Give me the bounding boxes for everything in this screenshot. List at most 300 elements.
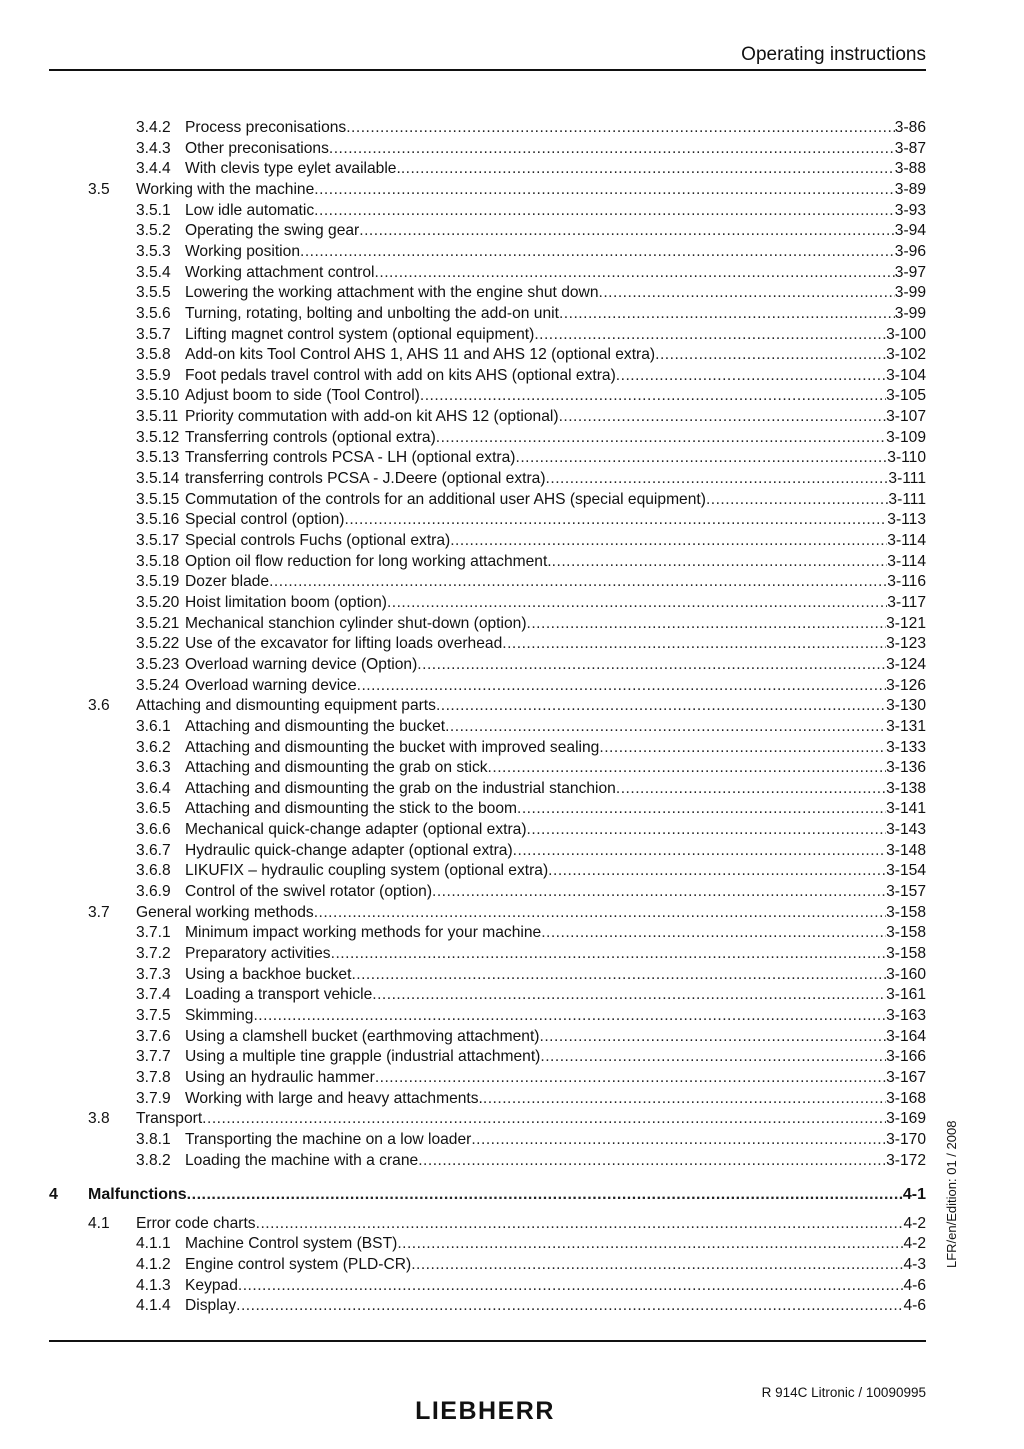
toc-entry-leader [185,283,926,303]
toc-entry-leader [136,180,926,200]
dot-leader [236,1296,903,1316]
toc-entry [0,593,1024,613]
toc-entry-title: Working position [185,242,300,260]
toc-entry-title: Turning, rotating, bolting and unbolting the add-on unit [185,304,559,322]
toc-entry-number: 3.5.4 [136,263,171,281]
toc-entry [0,1068,1024,1088]
toc-entry-title: Mechanical quick-change adapter (optional extra) [185,821,527,839]
toc-entry-number: 3.5.16 [136,511,180,529]
toc-entry-number: 3.6.3 [136,759,171,777]
toc-entry-page: 3-107 [886,408,926,426]
toc-entry-page: 3-141 [886,800,926,818]
toc-entry-title: Malfunctions [88,1186,187,1204]
toc-entry-number: 3.5.15 [136,490,180,508]
dot-leader [513,841,886,861]
toc-entry-page: 3-99 [894,304,926,322]
toc-entry-number: 3.4.4 [136,160,171,178]
dot-leader [269,572,887,592]
toc-entry-leader [185,407,926,427]
toc-entry-page: 3-111 [888,490,926,508]
toc-entry-title: Operating the swing gear [185,222,360,240]
dot-leader [420,386,886,406]
toc-entry-title: Engine control system (PLD-CR) [185,1256,412,1274]
dot-leader [256,1214,904,1234]
toc-entry [0,1296,1024,1316]
toc-entry-page: 3-94 [894,222,926,240]
toc-entry-title: Transferring controls PCSA - LH (optional extra) [185,449,516,467]
toc-entry-number: 3.5.13 [136,449,180,467]
toc-entry-title: Dozer blade [185,573,270,591]
toc-entry-leader [185,738,926,758]
toc-entry-title: Using a clamshell bucket (earthmoving attachment) [185,1027,540,1045]
toc-entry [0,366,1024,386]
toc-entry-leader [185,634,926,654]
toc-entry-leader [185,861,926,881]
toc-entry [0,841,1024,861]
dot-leader [375,263,895,283]
toc-entry [0,820,1024,840]
dot-leader [539,1027,886,1047]
toc-entry-number: 3.5.3 [136,242,171,260]
toc-entry [0,1151,1024,1171]
dot-leader [552,552,888,572]
toc-entry [0,1276,1024,1296]
toc-entry-leader [185,552,926,572]
toc-entry-leader [185,965,926,985]
toc-entry-title: Use of the excavator for lifting loads overhead [185,635,503,653]
toc-entry-page: 3-87 [894,139,926,157]
toc-entry-page: 3-158 [886,924,926,942]
toc-entry [0,1234,1024,1254]
dot-leader [331,944,887,964]
toc-entry-number: 4 [49,1186,58,1204]
toc-entry [0,696,1024,716]
toc-entry-number: 3.8.1 [136,1130,171,1148]
toc-entry-title: Display [185,1297,237,1315]
toc-entry-leader [185,1047,926,1067]
toc-entry [0,386,1024,406]
toc-entry-number: 4.1.1 [136,1235,171,1253]
dot-leader [314,201,895,221]
toc-entry-page: 3-130 [886,697,926,715]
toc-entry-page: 3-157 [886,883,926,901]
toc-entry-title: Overload warning device [185,676,357,694]
toc-entry [0,572,1024,592]
toc-entry-page: 3-105 [886,387,926,405]
toc-entry-title: Process preconisations [185,119,347,136]
toc-entry-page: 4-6 [903,1297,926,1315]
dot-leader [300,242,895,262]
toc-entry-page: 4-6 [903,1276,926,1294]
toc-entry-leader [185,1151,926,1171]
dot-leader [445,717,886,737]
toc-entry-leader [185,1130,926,1150]
toc-entry-number: 3.7.4 [136,986,171,1004]
toc-entry-number: 3.5.1 [136,201,171,219]
toc-entry-leader [185,118,926,138]
dot-leader [411,1255,903,1275]
dot-leader [515,448,887,468]
toc-entry [0,903,1024,923]
dot-leader [488,758,887,778]
toc-entry-leader [185,779,926,799]
toc-entry-number: 3.6.8 [136,862,171,880]
toc-entry-number: 3.5.19 [136,573,180,591]
dot-leader [314,180,895,200]
toc-entry-title: Hoist limitation boom (option) [185,593,387,611]
toc-entry-number: 3.8 [88,1110,110,1128]
toc-entry-leader [185,242,926,262]
toc-entry-title: Mechanical stanchion cylinder shut-down (option) [185,614,527,632]
toc-entry-title: Special control (option) [185,511,345,529]
toc-entry-number: 3.7.3 [136,965,171,983]
toc-entry-title: Low idle automatic [185,201,315,219]
toc-entry-page: 3-131 [886,717,926,735]
toc-entry-title: Other preconisations [185,139,329,157]
dot-leader [357,676,886,696]
toc-entry-leader [185,1089,926,1109]
toc-entry-number: 3.6.9 [136,883,171,901]
toc-entry [0,799,1024,819]
toc-entry-page: 3-89 [894,180,926,198]
dot-leader [397,1234,903,1254]
toc-entry-title: Lifting magnet control system (optional equipment) [185,325,535,343]
toc-entry-leader [185,263,926,283]
toc-entry-title: Add-on kits Tool Control AHS 1, AHS 11 and AHS 12 (optional extra) [185,346,656,364]
toc-entry-number: 3.6.5 [136,800,171,818]
dot-leader [375,1068,886,1088]
toc-entry-page: 3-148 [886,841,926,859]
toc-entry-page: 3-111 [888,470,926,488]
toc-entry-page: 3-114 [887,552,926,570]
toc-entry-title: Using a backhoe bucket [185,965,352,983]
dot-leader [517,799,886,819]
toc-entry [0,345,1024,365]
dot-leader [599,738,886,758]
toc-entry-title: Skimming [185,1006,254,1024]
toc-entry-title: Attaching and dismounting the stick to the boom [185,800,517,818]
toc-entry-leader [185,1276,926,1296]
toc-entry-title: Attaching and dismounting the grab on stick [185,759,488,777]
toc-entry [0,1047,1024,1067]
dot-leader [372,985,886,1005]
toc-entry [0,159,1024,179]
footer-rule [49,1340,926,1342]
toc-entry-title: Commutation of the controls for an additional user AHS (special equipment) [185,490,706,508]
toc-entry-number: 3.5.2 [136,222,171,240]
toc-entry-page: 3-109 [886,428,926,446]
toc-entry-number: 3.7.9 [136,1089,171,1107]
dot-leader [345,510,888,530]
toc-entry-title: Minimum impact working methods for your machine [185,924,542,942]
toc-entry-leader [136,1214,926,1234]
toc-entry-title: Working with large and heavy attachments. [185,1089,483,1107]
toc-entry-leader [185,325,926,345]
toc-entry [0,1109,1024,1129]
toc-entry-title: Attaching and dismounting the bucket [185,717,446,735]
toc-entry-page: 4-2 [903,1214,926,1232]
toc-entry-title: Special controls Fuchs (optional extra) [185,532,451,549]
toc-entry-number: 3.5.10 [136,387,180,405]
dot-leader [527,820,887,840]
toc-entry-number: 3.7.2 [136,945,171,962]
dot-leader [616,779,886,799]
toc-entry-title: Machine Control system (BST) [185,1235,398,1253]
toc-entry-number: 3.7 [88,903,110,921]
toc-entry [0,1255,1024,1275]
toc-entry [0,655,1024,675]
toc-entry-leader [185,531,926,551]
toc-entry [0,469,1024,489]
toc-entry-page: 3-123 [886,635,926,653]
toc-entry-leader [136,903,926,923]
toc-entry [0,552,1024,572]
toc-entry-leader [136,696,926,716]
toc-entry-leader [185,345,926,365]
toc-entry-page: 3-154 [886,862,926,880]
toc-entry-leader [185,221,926,241]
toc-entry-page: 3-161 [886,986,926,1004]
edition-side-label: LFR/en/Edition: 01 / 2008 [944,1120,959,1268]
toc-entry-page: 3-158 [886,903,926,921]
dot-leader [548,861,886,881]
toc-entry-title: General working methods [136,903,314,921]
toc-entry-title: Loading the machine with a crane [185,1151,419,1169]
toc-entry-page: 3-172 [886,1151,926,1169]
toc-entry-leader [185,614,926,634]
toc-entry-number: 3.7.8 [136,1068,171,1086]
toc-entry [0,325,1024,345]
toc-entry-title: Lowering the working attachment with the engine shut down [185,284,599,302]
toc-entry-leader [185,1234,926,1254]
toc-entry-page: 3-138 [886,779,926,797]
toc-entry-leader [185,448,926,468]
toc-entry-page: 3-170 [886,1130,926,1148]
dot-leader [329,139,895,159]
toc-entry-title: Transport [136,1110,203,1128]
toc-entry [0,118,1024,138]
dot-leader [417,655,886,675]
dot-leader [387,593,887,613]
toc-entry-title: Adjust boom to side (Tool Control) [185,387,420,405]
toc-entry-leader [185,1296,926,1316]
dot-leader [238,1276,904,1296]
toc-entry [0,779,1024,799]
toc-entry-number: 3.5.22 [136,635,180,653]
toc-entry-page: 3-163 [886,1006,926,1024]
toc-entry-number: 3.7.5 [136,1006,171,1024]
toc-entry [0,283,1024,303]
toc-entry [0,180,1024,200]
toc-entry-number: 3.6.4 [136,779,171,797]
toc-entry-page: 3-167 [886,1068,926,1086]
toc-entry-page: 3-86 [894,119,926,136]
toc-entry-title: Attaching and dismounting equipment parts [136,697,436,715]
toc-entry-page: 3-100 [886,325,926,343]
toc-entry [0,1185,1024,1205]
toc-entry-page: 3-117 [887,593,926,611]
document-id: R 914C Litronic / 10090995 [761,1385,926,1400]
toc-entry-leader [185,428,926,448]
toc-entry-leader [185,510,926,530]
toc-entry-title: Priority commutation with add-on kit AHS 12 (optional) [185,408,559,426]
toc-entry-leader [88,1185,926,1205]
toc-entry-leader [185,1255,926,1275]
dot-leader [546,469,889,489]
toc-entry [0,738,1024,758]
toc-entry-title: Using an hydraulic hammer [185,1068,375,1086]
toc-entry-number: 3.5.5 [136,284,171,302]
toc-entry-page: 3-104 [886,366,926,384]
toc-entry-page: 3-166 [886,1048,926,1066]
toc-entry-page: 3-121 [886,614,926,632]
toc-entry-number: 3.6.1 [136,717,171,735]
toc-entry-page: 3-97 [894,263,926,281]
toc-entry-title: Keypad [185,1276,238,1294]
toc-entry-leader [185,139,926,159]
toc-entry-page: 3-143 [886,821,926,839]
toc-entry-leader [185,655,926,675]
toc-entry-number: 3.8.2 [136,1151,171,1169]
toc-entry [0,882,1024,902]
toc-entry-leader [185,304,926,324]
toc-entry [0,263,1024,283]
toc-entry-leader [185,386,926,406]
toc-entry-page: 3-110 [887,449,926,467]
toc-entry-page: 3-160 [886,965,926,983]
toc-entry-leader [185,882,926,902]
toc-entry [0,1027,1024,1047]
toc-entry-number: 3.5.21 [136,614,180,632]
toc-entry [0,923,1024,943]
toc-entry-number: 3.5.12 [136,428,180,446]
toc-entry [0,1214,1024,1234]
toc-entry-leader [185,923,926,943]
dot-leader [436,428,886,448]
toc-entry-page: 3-169 [886,1110,926,1128]
dot-leader [616,366,886,386]
toc-entry-number: 3.7.1 [136,924,171,942]
dot-leader [351,965,886,985]
toc-entry-title: Foot pedals travel control with add on kits AHS (optional extra) [185,366,616,384]
toc-entry-title: transferring controls PCSA - J.Deere (optional extra) [185,470,546,488]
dot-leader [418,1151,886,1171]
toc-entry-number: 3.5.20 [136,593,180,611]
dot-leader [559,407,887,427]
toc-entry-number: 3.7.6 [136,1027,171,1045]
toc-entry-number: 3.5.6 [136,304,171,322]
toc-entry-page: 3-113 [887,511,926,529]
toc-entry-page: 4-3 [903,1256,926,1274]
toc-entry-title: Error code charts [136,1214,256,1232]
toc-entry-number: 3.6 [88,697,110,715]
toc-entry [0,634,1024,654]
dot-leader [253,1006,886,1026]
toc-entry [0,861,1024,881]
dot-leader [502,634,886,654]
logo-wordmark: LIEBHERR [415,1397,555,1423]
dot-leader [559,304,895,324]
toc-entry-title: Preparatory activities [185,945,331,962]
dot-leader [483,1089,886,1109]
toc-entry-leader [185,469,926,489]
toc-entry-title: Overload warning device (Option) [185,655,418,673]
toc-entry [0,676,1024,696]
dot-leader [401,159,895,179]
toc-entry-number: 4.1.3 [136,1276,171,1294]
dot-leader [359,221,895,241]
toc-entry-title: Option oil flow reduction for long working attachment. [185,552,552,570]
toc-entry-title: Attaching and dismounting the bucket with improved sealing [185,738,600,756]
dot-leader [202,1109,886,1129]
toc-entry [0,531,1024,551]
toc-entry-number: 3.5 [88,180,110,198]
toc-entry-page: 3-133 [886,738,926,756]
toc-entry-leader [185,159,926,179]
toc-entry [0,965,1024,985]
toc-entry [0,407,1024,427]
toc-entry-number: 3.7.7 [136,1048,171,1066]
toc-entry [0,139,1024,159]
toc-entry-page: 4-2 [903,1235,926,1253]
toc-entry-page: 3-88 [894,160,926,178]
header-rule [49,69,926,71]
toc-entry-page: 3-96 [894,242,926,260]
toc-entry-title: Transferring controls (optional extra) [185,428,436,446]
toc-entry-title: Using a multiple tine grapple (industrial attachment) [185,1048,541,1066]
dot-leader [436,696,886,716]
toc-entry-title: Loading a transport vehicle [185,986,373,1004]
toc-entry-leader [185,985,926,1005]
toc-entry-leader [185,490,926,510]
toc-entry-number: 3.5.24 [136,676,180,694]
dot-leader [432,882,886,902]
toc-entry-number: 3.5.9 [136,366,171,384]
toc-entry-page: 3-116 [887,573,926,591]
toc-entry-number: 3.5.11 [136,408,179,426]
dot-leader [540,1047,886,1067]
dot-leader [527,614,887,634]
dot-leader [187,1185,903,1205]
toc-entry [0,1089,1024,1109]
liebherr-logo [405,1397,565,1423]
toc-entry-page: 3-114 [887,532,926,549]
toc-entry-leader [185,944,926,964]
toc-entry-title: LIKUFIX – hydraulic coupling system (optional extra) [185,862,549,880]
dot-leader [534,325,886,345]
toc-entry-leader [185,1027,926,1047]
toc-entry-number: 4.1.2 [136,1256,171,1274]
toc-entry-leader [185,758,926,778]
toc-entry-page: 3-168 [886,1089,926,1107]
dot-leader [599,283,895,303]
toc-entry-page: 3-99 [894,284,926,302]
toc-entry-leader [185,572,926,592]
toc-entry-leader [185,717,926,737]
toc-entry [0,221,1024,241]
toc-entry-page: 3-102 [886,346,926,364]
toc-entry-leader [185,841,926,861]
toc-entry-page: 3-126 [886,676,926,694]
toc-entry [0,448,1024,468]
toc-entry-title: Control of the swivel rotator (option) [185,883,433,901]
toc-entry [0,304,1024,324]
toc-entry-number: 3.6.6 [136,821,171,839]
toc-entry-number: 4.1 [88,1214,110,1232]
toc-entry-leader [185,799,926,819]
toc-entry-number: 3.6.7 [136,841,171,859]
dot-leader [314,903,886,923]
